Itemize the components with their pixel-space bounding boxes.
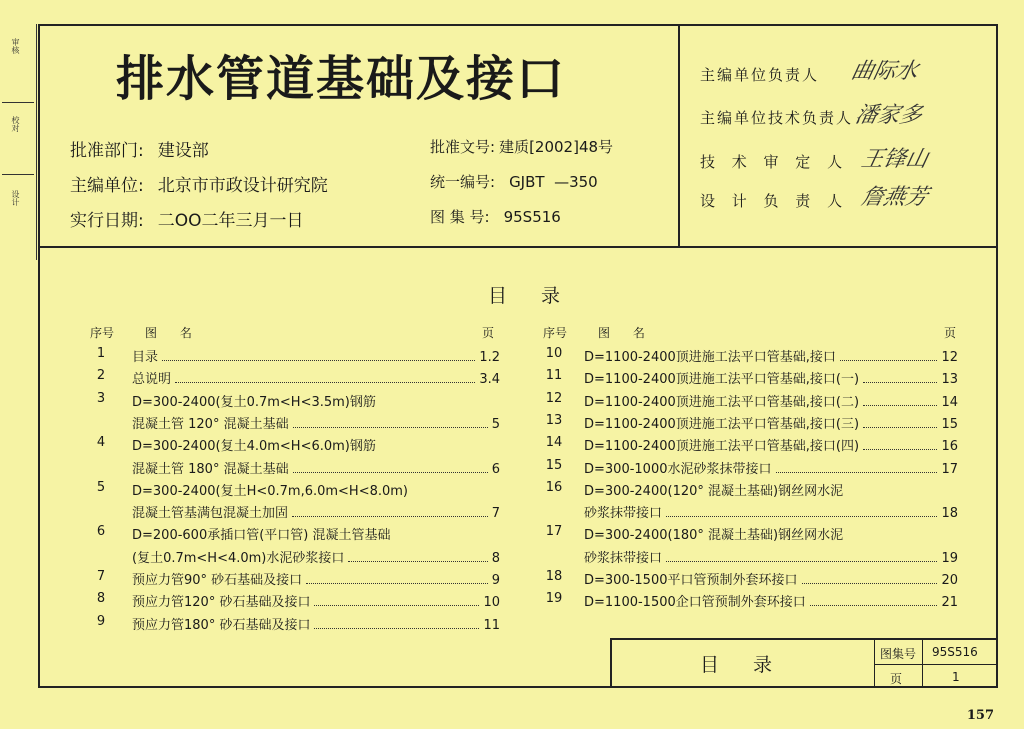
toc-entry-line	[132, 435, 376, 454]
toc-entry-line	[584, 458, 958, 477]
toc-entry-line	[584, 413, 958, 432]
toc-entry-page: 6	[491, 461, 500, 477]
editor-unit	[70, 171, 328, 196]
toc-entry-page: 7	[491, 506, 500, 522]
approval-dept	[70, 136, 209, 161]
toc-entry-page: 14	[941, 394, 958, 410]
toc-entry-number: 4	[96, 435, 106, 451]
col-header-name: 图 名	[145, 326, 192, 340]
toc-entry-page: 17	[941, 461, 958, 477]
toc-entry-number: 14	[545, 435, 563, 451]
toc-entry-title: 目录	[132, 350, 159, 365]
atlas-no	[430, 206, 561, 227]
signature: 曲际水	[848, 59, 921, 84]
resp-role: 主编单位负责人	[700, 66, 820, 84]
leader-dots	[863, 427, 937, 428]
toc-entry-line	[584, 524, 843, 543]
title-block-border	[610, 638, 998, 640]
toc-entry-line	[132, 391, 376, 410]
toc-entry-number: 19	[545, 591, 563, 607]
toc-entry-number: 6	[96, 524, 106, 540]
toc-entry-title: D=300-1000水泥砂浆抹带接口	[584, 461, 772, 477]
col-header-name: 图 名	[598, 326, 645, 340]
toc-entry-title: D=1100-2400顶进施工法平口管基础,接口(三)	[584, 416, 860, 432]
leader-dots	[314, 628, 479, 629]
toc-heading: 目 录	[488, 285, 575, 307]
toc-entry-line	[584, 591, 958, 610]
leader-dots	[863, 405, 937, 406]
toc-entry-line	[132, 569, 500, 588]
leader-dots	[293, 427, 488, 428]
col-header-page: 页	[944, 326, 957, 340]
title-block-divider	[874, 664, 998, 665]
title-block-divider	[874, 638, 875, 688]
title-block-page-label: 页	[890, 672, 903, 686]
leader-dots	[314, 605, 479, 606]
leader-dots	[666, 561, 937, 562]
toc-entry-line	[132, 547, 500, 566]
toc-entry-number: 1	[96, 346, 106, 361]
editor-unit-value: 北京市市政设计研究院	[157, 176, 328, 196]
resp-role: 技 术 审 定 人	[700, 153, 849, 171]
toc-entry-line	[584, 391, 958, 410]
effective-date-label: 实行日期:	[70, 211, 144, 231]
toc-entry-page: 13	[941, 372, 958, 388]
page-title: 排水管道基础及接口	[116, 51, 567, 107]
toc-entry-number: 18	[545, 569, 563, 584]
toc-entry-title: (复土0.7m<H<4.0m)水泥砂浆接口	[132, 550, 345, 566]
unified-code-value: GJBT —350	[509, 173, 598, 191]
approval-doc-value: 建质[2002]48号	[499, 138, 614, 156]
leader-dots	[666, 516, 937, 517]
toc-entry-title: D=1100-1500企口管预制外套环接口	[584, 595, 806, 611]
col-header-no: 序号	[90, 326, 115, 340]
toc-entry-line	[132, 368, 500, 387]
leader-dots	[802, 583, 938, 584]
title-block-atlas-label: 图集号	[880, 647, 917, 661]
leader-dots	[776, 472, 938, 473]
leader-dots	[810, 605, 938, 606]
toc-entry-page: 21	[941, 595, 958, 611]
toc-entry-line	[584, 569, 958, 588]
leader-dots	[348, 561, 487, 562]
toc-entry-line	[132, 614, 500, 633]
toc-entry-page: 9	[491, 573, 500, 588]
resp-role: 设 计 负 责 人	[700, 192, 849, 210]
margin-strip	[0, 24, 37, 260]
toc-entry-line	[584, 502, 958, 521]
strip-label: 校对	[11, 116, 20, 132]
toc-entry-number: 12	[545, 390, 563, 406]
toc-entry-title: D=1100-2400顶进施工法平口管基础,接口(一)	[584, 372, 860, 388]
effective-date	[70, 206, 304, 231]
toc-entry-page: 18	[941, 506, 958, 522]
leader-dots	[840, 360, 938, 361]
toc-entry-page: 10	[483, 595, 500, 611]
toc-entry-title: 预应力管90° 砂石基础及接口	[132, 573, 303, 588]
toc-entry-title: 混凝土管 180° 混凝土基础	[132, 461, 289, 477]
title-block-divider	[922, 638, 923, 688]
strip-label: 设计	[11, 190, 20, 206]
toc-entry-page: 15	[941, 416, 958, 432]
title-block-border	[610, 638, 612, 688]
title-block-page-value: 1	[952, 670, 960, 684]
toc-entry-title: D=300-2400(180° 混凝土基础)钢丝网水泥	[584, 528, 844, 544]
approval-doc	[430, 136, 613, 157]
toc-entry-title: 砂浆抹带接口	[584, 506, 663, 522]
resp-role: 主编单位技术负责人	[700, 109, 854, 127]
toc-entry-title: D=300-2400(复土4.0m<H<6.0m)钢筋	[132, 439, 376, 455]
col-header-no: 序号	[543, 326, 568, 340]
toc-entry-line	[132, 480, 408, 499]
toc-entry-number: 16	[545, 479, 563, 495]
toc-entry-title: 总说明	[132, 372, 172, 388]
toc-entry-number: 2	[96, 368, 106, 384]
toc-entry-page: 16	[941, 439, 958, 455]
approval-doc-label: 批准文号:	[430, 138, 496, 156]
toc-entry-title: D=1100-2400顶进施工法平口管基础,接口(二)	[584, 394, 860, 410]
toc-entry-title: D=1100-2400顶进施工法平口管基础,接口(四)	[584, 439, 860, 455]
header-divider-horizontal	[38, 246, 998, 248]
toc-entry-number: 5	[96, 479, 106, 495]
approval-dept-value: 建设部	[157, 141, 209, 161]
toc-entry-page: 20	[941, 573, 958, 588]
toc-entry-title: D=300-2400(复土0.7m<H<3.5m)钢筋	[132, 394, 376, 410]
toc-entry-page: 19	[941, 550, 958, 566]
toc-entry-line	[132, 458, 500, 477]
effective-date-value: 二OO二年三月一日	[157, 211, 304, 231]
toc-entry-line	[584, 480, 843, 499]
leader-dots	[175, 382, 475, 383]
col-header-page: 页	[482, 326, 495, 340]
toc-entry-title: D=300-2400(复土H<0.7m,6.0m<H<8.0m)	[132, 483, 409, 499]
signature: 詹燕芳	[858, 185, 931, 210]
toc-entry-title: D=300-1500平口管预制外套环接口	[584, 573, 798, 588]
toc-entry-title: 混凝土管基满包混凝土加固	[132, 506, 289, 522]
signature: 潘家多	[852, 103, 925, 128]
toc-entry-title: D=1100-2400顶进施工法平口管基础,接口	[584, 350, 836, 365]
toc-entry-title: D=200-600承插口管(平口管) 混凝土管基础	[132, 528, 391, 544]
header-divider-vertical	[678, 24, 680, 248]
toc-entry-line	[584, 547, 958, 566]
title-block-atlas-value: 95S516	[932, 645, 978, 659]
strip-label: 审核	[11, 38, 20, 54]
toc-entry-line	[584, 368, 958, 387]
toc-entry-page: 11	[483, 617, 500, 633]
unified-code	[430, 171, 598, 192]
toc-entry-page: 1.2	[479, 350, 500, 365]
leader-dots	[292, 516, 488, 517]
editor-unit-label: 主编单位:	[70, 176, 144, 196]
toc-entry-line	[132, 413, 500, 432]
toc-entry-number: 13	[545, 412, 563, 428]
leader-dots	[863, 449, 937, 450]
toc-entry-line	[584, 346, 958, 365]
toc-entry-number: 15	[545, 457, 563, 473]
toc-entry-title: 混凝土管 120° 混凝土基础	[132, 416, 289, 432]
toc-entry-line	[584, 435, 958, 454]
leader-dots	[162, 360, 475, 361]
atlas-no-label: 图 集 号:	[430, 208, 490, 226]
toc-entry-line	[132, 502, 500, 521]
toc-entry-page: 3.4	[479, 372, 500, 388]
signature: 王锋山	[858, 147, 931, 172]
unified-code-label: 统一编号:	[430, 173, 496, 191]
toc-entry-page: 12	[941, 350, 958, 365]
toc-entry-number: 17	[545, 524, 563, 540]
toc-entry-page: 5	[491, 416, 500, 432]
toc-entry-title: D=300-2400(120° 混凝土基础)钢丝网水泥	[584, 483, 844, 499]
toc-entry-number: 10	[545, 346, 563, 361]
toc-entry-number: 7	[96, 569, 106, 584]
toc-entry-title: 预应力管120° 砂石基础及接口	[132, 595, 311, 611]
leader-dots	[293, 472, 488, 473]
leader-dots	[863, 382, 937, 383]
leader-dots	[306, 583, 488, 584]
toc-entry-number: 11	[545, 368, 563, 384]
toc-entry-title: 砂浆抹带接口	[584, 550, 663, 566]
toc-entry-number: 9	[96, 613, 106, 629]
toc-entry-number: 3	[96, 390, 106, 406]
approval-dept-label: 批准部门:	[70, 141, 144, 161]
atlas-no-value: 95S516	[503, 208, 561, 226]
toc-entry-number: 8	[96, 591, 106, 607]
sheet-number: 157	[966, 708, 994, 723]
toc-entry-title: 预应力管180° 砂石基础及接口	[132, 617, 311, 633]
title-block-title: 目 录	[700, 654, 787, 676]
toc-entry-line	[132, 346, 500, 365]
toc-entry-line	[132, 524, 391, 543]
toc-entry-page: 8	[491, 550, 500, 566]
toc-entry-line	[132, 591, 500, 610]
